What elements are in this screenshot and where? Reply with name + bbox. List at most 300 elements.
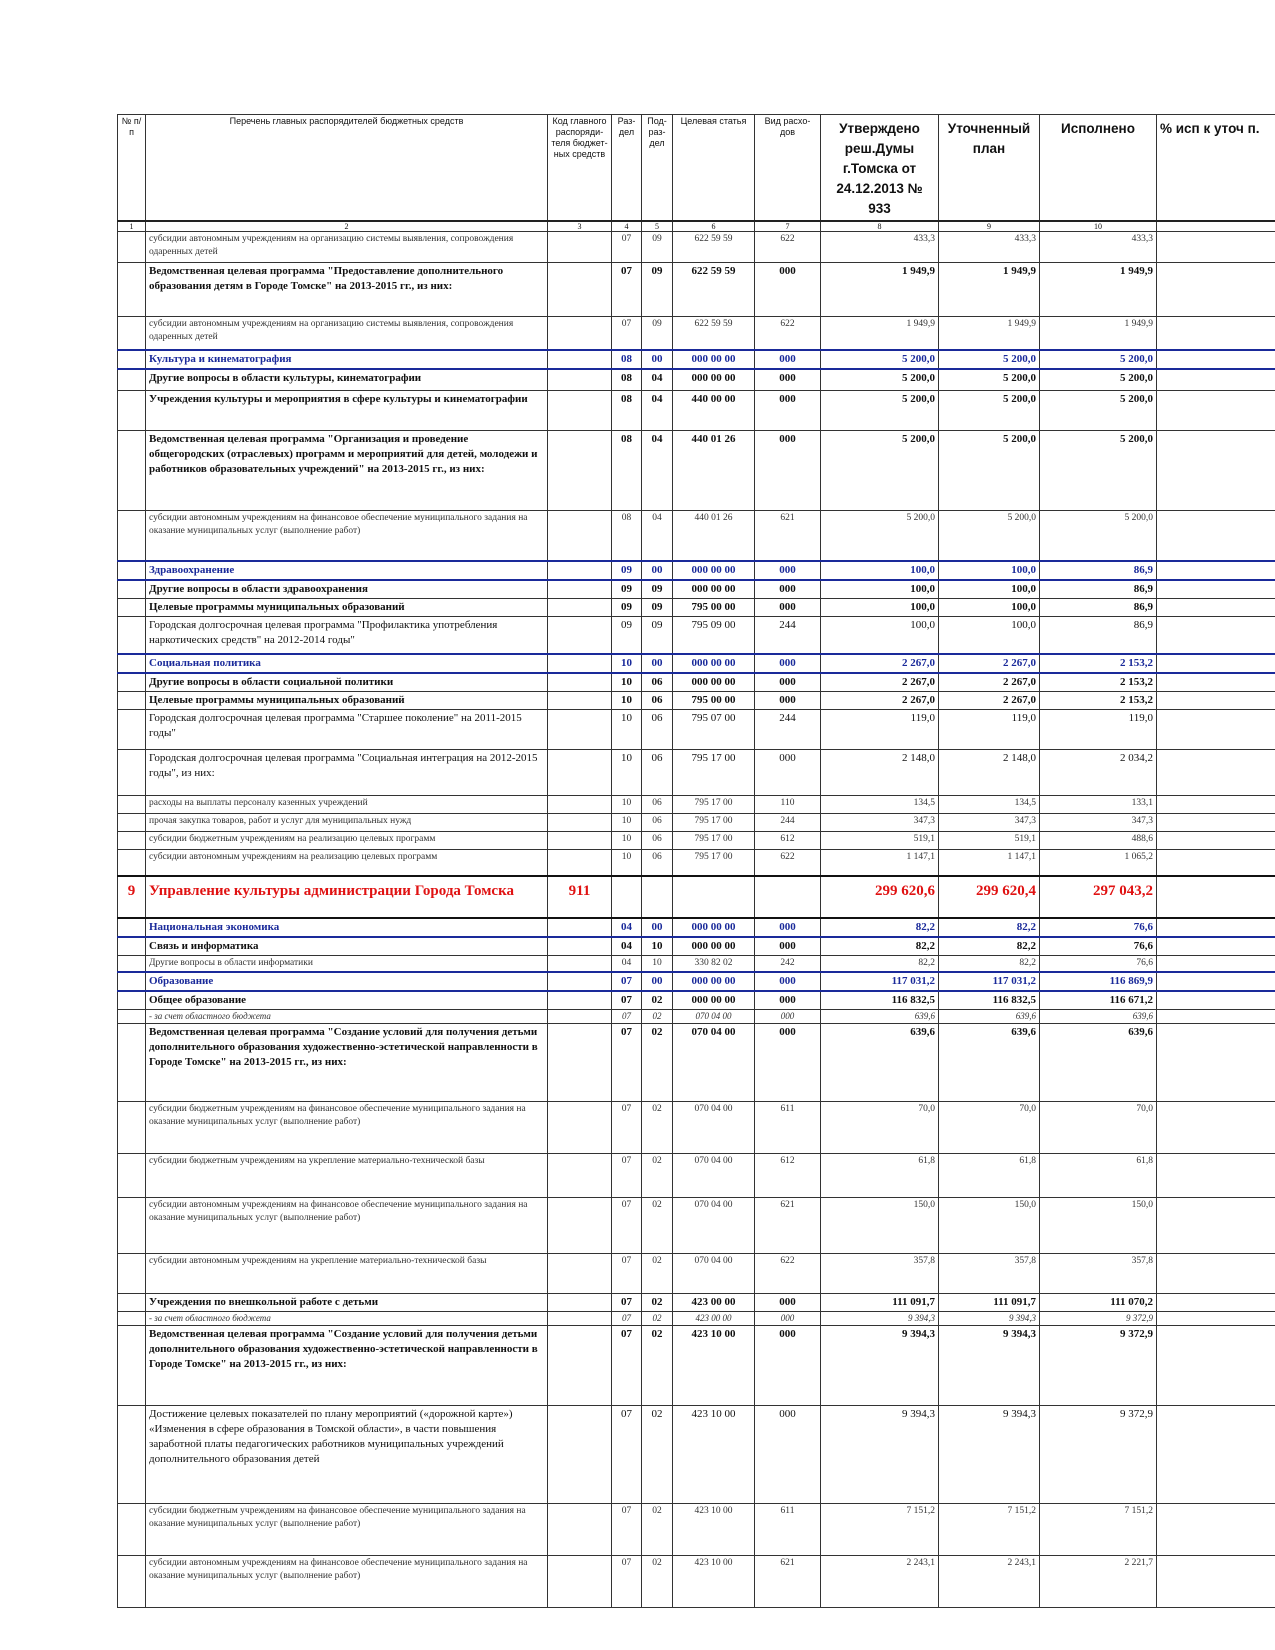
row-expense-type: 242 xyxy=(755,955,821,972)
row-approved: 82,2 xyxy=(821,937,939,956)
row-code xyxy=(548,955,612,972)
row-section: 10 xyxy=(612,673,642,692)
row-target-article: 423 10 00 xyxy=(673,1503,755,1555)
row-percent xyxy=(1157,369,1275,391)
colnum: 5 xyxy=(642,221,673,232)
row-section: 07 xyxy=(612,1197,642,1253)
row-target-article: 440 00 00 xyxy=(673,391,755,431)
colnum: 4 xyxy=(612,221,642,232)
row-approved: 7 151,2 xyxy=(821,1503,939,1555)
row-name: субсидии бюджетным учреждениям на реализацию целевых программ xyxy=(146,832,548,850)
row-section: 08 xyxy=(612,391,642,431)
table-row xyxy=(118,1293,1275,1311)
row-expense-type: 000 xyxy=(755,750,821,796)
table-row xyxy=(118,832,1275,850)
row-target-article: 070 04 00 xyxy=(673,1101,755,1153)
row-percent xyxy=(1157,431,1275,511)
row-code xyxy=(548,1293,612,1311)
row-refined-plan: 299 620,4 xyxy=(939,876,1040,918)
row-executed: 347,3 xyxy=(1040,814,1157,832)
row-expense-type: 000 xyxy=(755,1325,821,1405)
row-number xyxy=(118,814,146,832)
row-executed: 5 200,0 xyxy=(1040,369,1157,391)
row-percent xyxy=(1157,391,1275,431)
row-number xyxy=(118,580,146,599)
row-refined-plan: 82,2 xyxy=(939,955,1040,972)
row-target-article: 000 00 00 xyxy=(673,369,755,391)
row-expense-type: 000 xyxy=(755,972,821,991)
row-executed: 116 869,9 xyxy=(1040,972,1157,991)
row-name: Другие вопросы в области культуры, кинематографии xyxy=(146,369,548,391)
header-target-article: Целевая статья xyxy=(673,115,755,222)
row-target-article: 000 00 00 xyxy=(673,654,755,673)
row-executed: 61,8 xyxy=(1040,1153,1157,1197)
row-percent xyxy=(1157,1503,1275,1555)
row-number xyxy=(118,832,146,850)
row-name: Образование xyxy=(146,972,548,991)
row-approved: 1 949,9 xyxy=(821,317,939,350)
table-row xyxy=(118,710,1275,750)
row-code xyxy=(548,972,612,991)
row-refined-plan: 100,0 xyxy=(939,561,1040,580)
row-number xyxy=(118,937,146,956)
row-number xyxy=(118,369,146,391)
row-code xyxy=(548,673,612,692)
row-code xyxy=(548,918,612,937)
row-subsection xyxy=(642,876,673,918)
organization-row xyxy=(118,876,1275,918)
table-row xyxy=(118,692,1275,710)
row-name: расходы на выплаты персоналу казенных учреждений xyxy=(146,796,548,814)
row-target-article: 795 09 00 xyxy=(673,616,755,654)
row-target-article: 330 82 02 xyxy=(673,955,755,972)
header-expense-type: Вид расхо-дов xyxy=(755,115,821,222)
section-row xyxy=(118,350,1275,369)
row-approved: 100,0 xyxy=(821,580,939,599)
row-number xyxy=(118,955,146,972)
row-percent xyxy=(1157,1293,1275,1311)
row-subsection: 00 xyxy=(642,350,673,369)
row-subsection: 02 xyxy=(642,1293,673,1311)
row-approved: 5 200,0 xyxy=(821,350,939,369)
section-row xyxy=(118,972,1275,991)
row-target-article: 795 00 00 xyxy=(673,598,755,616)
row-number xyxy=(118,1293,146,1311)
row-number xyxy=(118,616,146,654)
row-percent xyxy=(1157,616,1275,654)
row-section: 09 xyxy=(612,580,642,599)
row-expense-type: 000 xyxy=(755,391,821,431)
row-number xyxy=(118,850,146,876)
row-approved: 61,8 xyxy=(821,1153,939,1197)
row-code xyxy=(548,350,612,369)
row-subsection: 09 xyxy=(642,263,673,317)
table-row xyxy=(118,511,1275,561)
row-subsection: 06 xyxy=(642,673,673,692)
row-percent xyxy=(1157,850,1275,876)
row-approved: 9 394,3 xyxy=(821,1325,939,1405)
row-section: 10 xyxy=(612,832,642,850)
row-executed: 7 151,2 xyxy=(1040,1503,1157,1555)
row-expense-type: 000 xyxy=(755,263,821,317)
row-section: 07 xyxy=(612,1405,642,1503)
row-number xyxy=(118,710,146,750)
row-expense-type: 622 xyxy=(755,850,821,876)
row-number xyxy=(118,431,146,511)
row-percent xyxy=(1157,511,1275,561)
row-approved: 9 394,3 xyxy=(821,1311,939,1325)
row-approved: 116 832,5 xyxy=(821,991,939,1010)
row-refined-plan: 1 949,9 xyxy=(939,263,1040,317)
row-number xyxy=(118,561,146,580)
row-expense-type: 621 xyxy=(755,1197,821,1253)
row-code xyxy=(548,317,612,350)
row-subsection: 04 xyxy=(642,391,673,431)
table-row xyxy=(118,850,1275,876)
row-approved: 2 148,0 xyxy=(821,750,939,796)
row-code xyxy=(548,1101,612,1153)
row-executed: 9 372,9 xyxy=(1040,1311,1157,1325)
row-code xyxy=(548,710,612,750)
row-executed: 111 070,2 xyxy=(1040,1293,1157,1311)
row-expense-type: 612 xyxy=(755,1153,821,1197)
column-number-row xyxy=(118,221,1275,232)
row-expense-type: 611 xyxy=(755,1503,821,1555)
row-target-article: 070 04 00 xyxy=(673,1197,755,1253)
row-number xyxy=(118,263,146,317)
table-row xyxy=(118,1325,1275,1405)
row-name: Связь и информатика xyxy=(146,937,548,956)
row-refined-plan: 519,1 xyxy=(939,832,1040,850)
row-code xyxy=(548,1555,612,1607)
row-section: 08 xyxy=(612,431,642,511)
row-number xyxy=(118,673,146,692)
row-code xyxy=(548,796,612,814)
table-row xyxy=(118,1023,1275,1101)
row-number xyxy=(118,1023,146,1101)
row-refined-plan: 82,2 xyxy=(939,918,1040,937)
row-name: субсидии бюджетным учреждениям на финансовое обеспечение муниципального задания на оказание муниципальных услуг (выполнение работ) xyxy=(146,1503,548,1555)
row-executed: 1 065,2 xyxy=(1040,850,1157,876)
row-subsection: 06 xyxy=(642,692,673,710)
row-name: субсидии автономным учреждениям на реализацию целевых программ xyxy=(146,850,548,876)
row-code xyxy=(548,369,612,391)
row-approved: 117 031,2 xyxy=(821,972,939,991)
table-row xyxy=(118,369,1275,391)
row-approved: 70,0 xyxy=(821,1101,939,1153)
row-section: 09 xyxy=(612,616,642,654)
row-number xyxy=(118,391,146,431)
row-code xyxy=(548,654,612,673)
header-code: Код главного распоряди-теля бюджет-ных средств xyxy=(548,115,612,222)
row-expense-type: 000 xyxy=(755,350,821,369)
row-refined-plan: 117 031,2 xyxy=(939,972,1040,991)
row-section: 04 xyxy=(612,918,642,937)
row-percent xyxy=(1157,750,1275,796)
row-executed: 5 200,0 xyxy=(1040,511,1157,561)
row-target-article: 423 10 00 xyxy=(673,1405,755,1503)
row-number xyxy=(118,1253,146,1293)
row-percent xyxy=(1157,692,1275,710)
row-refined-plan: 82,2 xyxy=(939,937,1040,956)
row-name: Учреждения по внешкольной работе с детьми xyxy=(146,1293,548,1311)
row-target-article: 000 00 00 xyxy=(673,972,755,991)
row-subsection: 02 xyxy=(642,1405,673,1503)
row-subsection: 09 xyxy=(642,317,673,350)
row-approved: 150,0 xyxy=(821,1197,939,1253)
colnum: 6 xyxy=(673,221,755,232)
row-section: 07 xyxy=(612,1009,642,1023)
row-expense-type: 000 xyxy=(755,692,821,710)
row-executed: 433,3 xyxy=(1040,232,1157,263)
row-code xyxy=(548,598,612,616)
row-name: субсидии бюджетным учреждениям на финансовое обеспечение муниципального задания на оказание муниципальных услуг (выполнение работ) xyxy=(146,1101,548,1153)
table-row xyxy=(118,955,1275,972)
row-percent xyxy=(1157,1253,1275,1293)
row-name: Другие вопросы в области информатики xyxy=(146,955,548,972)
row-name: Культура и кинематография xyxy=(146,350,548,369)
row-expense-type: 000 xyxy=(755,1023,821,1101)
row-code xyxy=(548,850,612,876)
row-section: 10 xyxy=(612,796,642,814)
row-expense-type: 622 xyxy=(755,1253,821,1293)
row-number xyxy=(118,1009,146,1023)
row-name: - за счет областного бюджета xyxy=(146,1009,548,1023)
row-number xyxy=(118,1555,146,1607)
row-code xyxy=(548,1325,612,1405)
row-refined-plan: 134,5 xyxy=(939,796,1040,814)
table-row xyxy=(118,796,1275,814)
row-approved: 2 267,0 xyxy=(821,673,939,692)
row-code xyxy=(548,1023,612,1101)
row-name: Городская долгосрочная целевая программа "Социальная интеграция на 2012-2015 годы", из них: xyxy=(146,750,548,796)
row-target-article: 070 04 00 xyxy=(673,1153,755,1197)
row-subsection: 02 xyxy=(642,1311,673,1325)
row-name: Достижение целевых показателей по плану мероприятий («дорожной карте») «Изменения в сфере образования в Томской области», в части повышения заработной платы педагогических работников муниципальных учреждений дополнительного образования детей xyxy=(146,1405,548,1503)
row-section: 08 xyxy=(612,369,642,391)
row-percent xyxy=(1157,1325,1275,1405)
row-number xyxy=(118,1503,146,1555)
row-target-article: 000 00 00 xyxy=(673,580,755,599)
row-subsection: 02 xyxy=(642,1197,673,1253)
row-code xyxy=(548,1197,612,1253)
row-section: 07 xyxy=(612,1023,642,1101)
row-percent xyxy=(1157,991,1275,1010)
row-percent xyxy=(1157,1153,1275,1197)
table-row xyxy=(118,991,1275,1010)
row-percent xyxy=(1157,580,1275,599)
row-refined-plan: 5 200,0 xyxy=(939,350,1040,369)
row-executed: 86,9 xyxy=(1040,561,1157,580)
row-approved: 347,3 xyxy=(821,814,939,832)
row-executed: 639,6 xyxy=(1040,1023,1157,1101)
row-section: 07 xyxy=(612,1555,642,1607)
row-executed: 5 200,0 xyxy=(1040,391,1157,431)
table-row xyxy=(118,580,1275,599)
row-approved: 134,5 xyxy=(821,796,939,814)
row-refined-plan: 61,8 xyxy=(939,1153,1040,1197)
section-row xyxy=(118,918,1275,937)
table-row xyxy=(118,1101,1275,1153)
row-executed: 1 949,9 xyxy=(1040,263,1157,317)
row-executed: 86,9 xyxy=(1040,598,1157,616)
row-refined-plan: 2 243,1 xyxy=(939,1555,1040,1607)
row-subsection: 10 xyxy=(642,955,673,972)
row-target-article: 423 00 00 xyxy=(673,1311,755,1325)
row-executed: 2 153,2 xyxy=(1040,673,1157,692)
row-target-article xyxy=(673,876,755,918)
colnum: 8 xyxy=(821,221,939,232)
colnum xyxy=(1157,221,1275,232)
row-percent xyxy=(1157,972,1275,991)
row-refined-plan: 7 151,2 xyxy=(939,1503,1040,1555)
row-number xyxy=(118,511,146,561)
colnum: 9 xyxy=(939,221,1040,232)
colnum: 2 xyxy=(146,221,548,232)
row-number xyxy=(118,654,146,673)
row-target-article: 070 04 00 xyxy=(673,1253,755,1293)
row-code xyxy=(548,991,612,1010)
row-section: 09 xyxy=(612,598,642,616)
row-approved: 1 147,1 xyxy=(821,850,939,876)
header-name: Перечень главных распорядителей бюджетных средств xyxy=(146,115,548,222)
row-percent xyxy=(1157,1009,1275,1023)
row-percent xyxy=(1157,814,1275,832)
row-executed: 639,6 xyxy=(1040,1009,1157,1023)
row-approved: 5 200,0 xyxy=(821,369,939,391)
row-expense-type: 000 xyxy=(755,561,821,580)
row-code xyxy=(548,814,612,832)
budget-report-page xyxy=(117,114,1275,1650)
row-number xyxy=(118,317,146,350)
row-approved: 639,6 xyxy=(821,1009,939,1023)
row-refined-plan: 1 949,9 xyxy=(939,317,1040,350)
row-percent xyxy=(1157,918,1275,937)
row-number xyxy=(118,1311,146,1325)
row-name: субсидии автономным учреждениям на финансовое обеспечение муниципального задания на оказание муниципальных услуг (выполнение работ) xyxy=(146,1197,548,1253)
row-target-article: 795 17 00 xyxy=(673,850,755,876)
row-expense-type: 000 xyxy=(755,937,821,956)
row-section xyxy=(612,876,642,918)
section-row xyxy=(118,654,1275,673)
table-row xyxy=(118,750,1275,796)
row-subsection: 06 xyxy=(642,850,673,876)
row-percent xyxy=(1157,654,1275,673)
row-refined-plan: 5 200,0 xyxy=(939,391,1040,431)
row-number: 9 xyxy=(118,876,146,918)
row-code xyxy=(548,1311,612,1325)
row-percent xyxy=(1157,1101,1275,1153)
header-executed: Исполнено xyxy=(1040,115,1157,222)
row-name: Городская долгосрочная целевая программа "Профилактика употребления наркотических средств" на 2012-2014 годы" xyxy=(146,616,548,654)
row-percent xyxy=(1157,1405,1275,1503)
row-target-article: 000 00 00 xyxy=(673,350,755,369)
row-expense-type: 000 xyxy=(755,654,821,673)
row-code xyxy=(548,580,612,599)
row-percent xyxy=(1157,263,1275,317)
row-section: 07 xyxy=(612,991,642,1010)
row-approved: 82,2 xyxy=(821,955,939,972)
row-subsection: 06 xyxy=(642,832,673,850)
row-refined-plan: 2 148,0 xyxy=(939,750,1040,796)
row-executed: 133,1 xyxy=(1040,796,1157,814)
row-name: субсидии автономным учреждениям на укрепление материально-технической базы xyxy=(146,1253,548,1293)
row-executed: 76,6 xyxy=(1040,937,1157,956)
row-number xyxy=(118,692,146,710)
row-expense-type: 000 xyxy=(755,991,821,1010)
row-section: 07 xyxy=(612,1293,642,1311)
row-section: 04 xyxy=(612,955,642,972)
row-name: Общее образование xyxy=(146,991,548,1010)
row-subsection: 02 xyxy=(642,1153,673,1197)
row-section: 07 xyxy=(612,1101,642,1153)
row-executed: 116 671,2 xyxy=(1040,991,1157,1010)
row-percent xyxy=(1157,955,1275,972)
row-percent xyxy=(1157,1555,1275,1607)
row-executed: 5 200,0 xyxy=(1040,431,1157,511)
row-subsection: 06 xyxy=(642,796,673,814)
row-expense-type: 612 xyxy=(755,832,821,850)
row-code xyxy=(548,1009,612,1023)
row-subsection: 09 xyxy=(642,580,673,599)
row-target-article: 000 00 00 xyxy=(673,673,755,692)
row-refined-plan: 9 394,3 xyxy=(939,1311,1040,1325)
row-target-article: 423 10 00 xyxy=(673,1325,755,1405)
row-subsection: 04 xyxy=(642,431,673,511)
row-subsection: 00 xyxy=(642,654,673,673)
table-row xyxy=(118,1503,1275,1555)
row-number xyxy=(118,750,146,796)
row-target-article: 070 04 00 xyxy=(673,1023,755,1101)
row-number xyxy=(118,1197,146,1253)
row-name: Ведомственная целевая программа "Организация и проведение общегородских (отраслевых) программ и мероприятий для детей, молодежи и работников образовательных учреждений" на 2013-2015 гг., из них: xyxy=(146,431,548,511)
row-expense-type xyxy=(755,876,821,918)
row-subsection: 09 xyxy=(642,616,673,654)
row-percent xyxy=(1157,1197,1275,1253)
row-refined-plan: 100,0 xyxy=(939,580,1040,599)
header-row xyxy=(118,115,1275,222)
row-target-article: 795 17 00 xyxy=(673,814,755,832)
row-subsection: 06 xyxy=(642,750,673,796)
row-subsection: 02 xyxy=(642,1325,673,1405)
row-code xyxy=(548,692,612,710)
row-target-article: 622 59 59 xyxy=(673,317,755,350)
row-name: субсидии автономным учреждениям на организацию системы выявления, сопровождения одаренных детей xyxy=(146,232,548,263)
row-name: Здравоохранение xyxy=(146,561,548,580)
colnum: 1 xyxy=(118,221,146,232)
colnum: 3 xyxy=(548,221,612,232)
row-code xyxy=(548,1153,612,1197)
row-expense-type: 611 xyxy=(755,1101,821,1153)
row-refined-plan: 111 091,7 xyxy=(939,1293,1040,1311)
row-section: 10 xyxy=(612,850,642,876)
row-target-article: 000 00 00 xyxy=(673,918,755,937)
row-number xyxy=(118,796,146,814)
row-code xyxy=(548,431,612,511)
row-number xyxy=(118,1101,146,1153)
row-percent xyxy=(1157,937,1275,956)
row-target-article: 423 00 00 xyxy=(673,1293,755,1311)
row-target-article: 622 59 59 xyxy=(673,232,755,263)
row-approved: 357,8 xyxy=(821,1253,939,1293)
header-section: Раз-дел xyxy=(612,115,642,222)
row-code xyxy=(548,937,612,956)
row-section: 10 xyxy=(612,710,642,750)
row-name: Другие вопросы в области социальной политики xyxy=(146,673,548,692)
row-executed: 2 153,2 xyxy=(1040,654,1157,673)
table-row xyxy=(118,1153,1275,1197)
row-name: субсидии автономным учреждениям на финансовое обеспечение муниципального задания на оказание муниципальных услуг (выполнение работ) xyxy=(146,511,548,561)
